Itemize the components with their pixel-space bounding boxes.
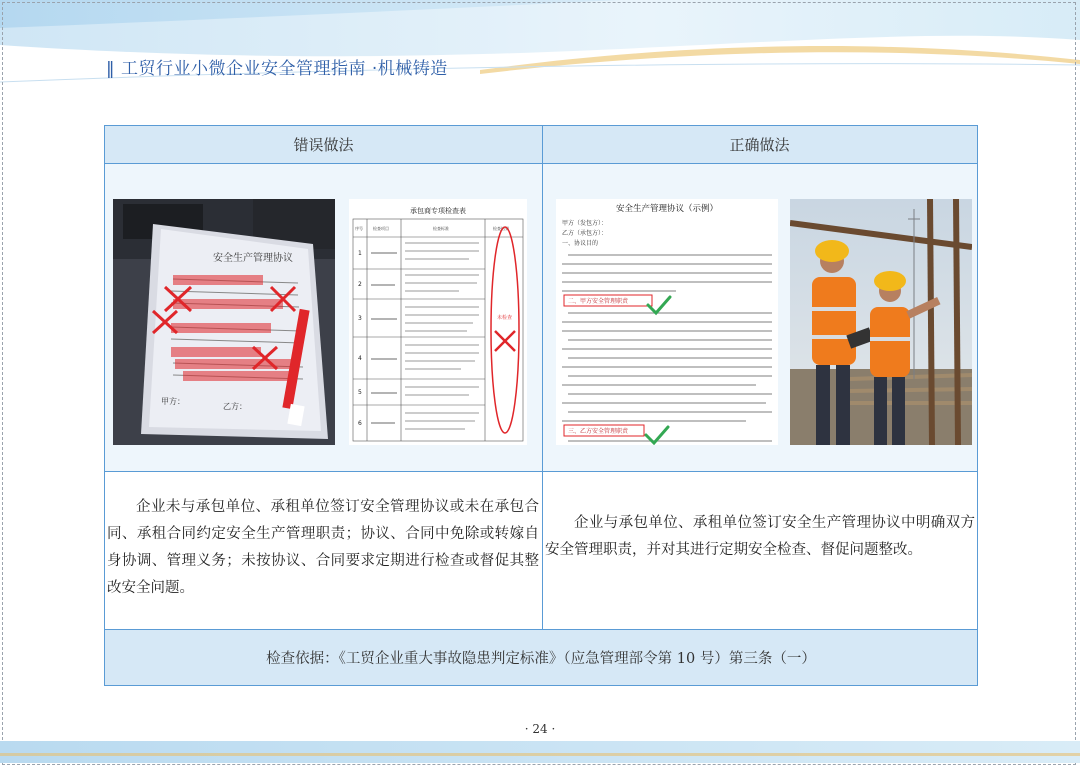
checklist-stamp: 未检查 (497, 315, 513, 321)
page-number: · 24 · (524, 722, 556, 736)
photo-signature-a: 甲方： (161, 397, 185, 406)
header-bar-glyph: ‖ (106, 59, 115, 79)
photo-signature-b: 乙方： (223, 402, 247, 411)
agreement-title: 安全生产管理协议（示例） (615, 204, 719, 214)
agreement-section-1: 一、协议目的 (562, 240, 599, 247)
divider (542, 126, 543, 629)
wrong-practice-header: 错误做法 (105, 126, 542, 163)
checklist-col-no: 序号 (355, 226, 363, 231)
checklist-row-2: 2 (358, 281, 362, 288)
right-workers-photo (790, 199, 972, 445)
agreement-party-a: 甲方（发包方）： (562, 220, 608, 227)
header-title-text: 工贸行业小微企业安全管理指南 ·机械铸造 (121, 59, 448, 79)
checklist-col-standard: 检查标准 (433, 226, 449, 231)
header-title (106, 54, 448, 79)
photo-doc-title: 安全生产管理协议 (213, 253, 293, 264)
right-practice-description: 企业与承包单位、承租单位签订安全生产管理协议中明确双方安全管理职责，并对其进行定期安全检查、督促问题整改。 (545, 515, 975, 558)
checklist-row-4: 4 (358, 355, 362, 362)
divider (105, 471, 977, 472)
divider (105, 163, 977, 164)
checklist-title: 承包商专项检查表 (410, 207, 466, 215)
agreement-section-2: 二、甲方安全管理职责 (568, 298, 629, 305)
cross-mark-icon (495, 331, 515, 351)
inspection-basis: 检查依据：《工贸企业重大事故隐患判定标准》（应急管理部令第 10 号）第三条（一） (105, 630, 977, 685)
footer-band (0, 735, 1080, 765)
comparison-table (104, 125, 978, 686)
checklist-row-5: 5 (358, 389, 362, 396)
right-practice-header: 正确做法 (542, 126, 977, 163)
wrong-agreement-photo (113, 199, 335, 445)
agreement-section-3: 三、乙方安全管理职责 (568, 428, 629, 435)
right-agreement-image (556, 199, 778, 445)
checklist-row-6: 6 (358, 420, 362, 427)
agreement-party-b: 乙方（承包方）： (562, 230, 608, 237)
wrong-practice-description: 企业未与承包单位、承租单位签订安全管理协议或未在承包合同、承租合同约定安全生产管理职责；协议、合同中免除或转嫁自身协调、管理义务；未按协议、合同要求定期进行检查或督促其整改安全问题。 (107, 499, 539, 596)
checklist-col-result: 检查结果 (493, 226, 509, 231)
checklist-row-1: 1 (358, 250, 362, 257)
checklist-row-3: 3 (358, 315, 362, 322)
divider (105, 629, 977, 630)
wrong-checklist-image (349, 199, 527, 445)
checklist-col-item: 检查项目 (373, 226, 389, 231)
